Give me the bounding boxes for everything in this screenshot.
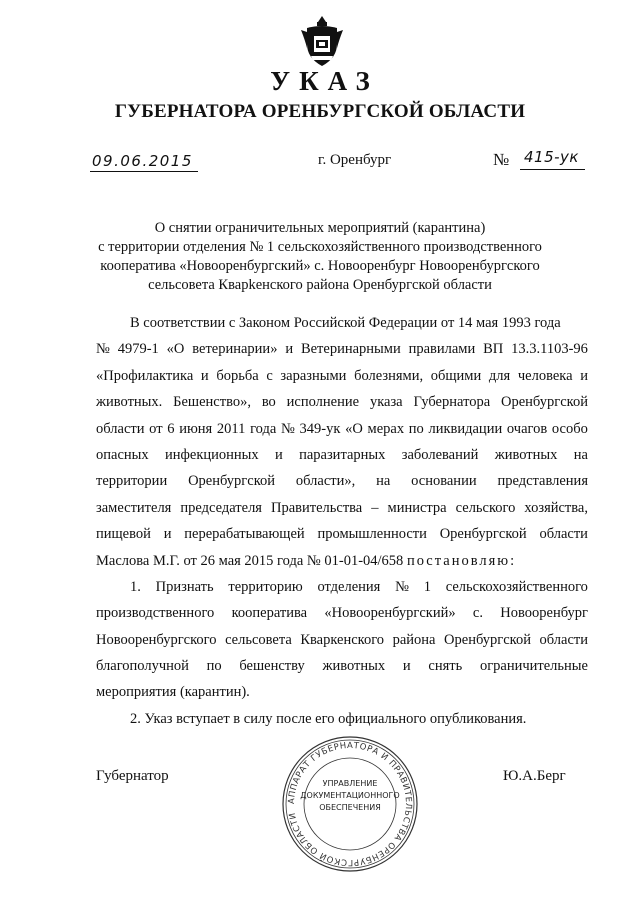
decree-word: постановляю: — [406, 552, 517, 569]
document-date: 09.06.2015 — [92, 152, 193, 170]
body-line: области от 6 июня 2011 года № 349-ук «О мерах по ликвидации очагов особо — [96, 420, 588, 437]
title-line: сельсовета Кварkенского района Оренбургской области — [148, 277, 492, 293]
body-line: заместителя председателя Правительства – министра сельского хозяйства, — [96, 499, 588, 516]
body-line: животных. Бешенство», во исполнение указа Губернатора Оренбургской — [96, 394, 588, 411]
body-line: территории Оренбургской области», на основании представления — [96, 473, 588, 490]
stamp-center-line: УПРАВЛЕНИЕ — [322, 779, 378, 788]
document-type-heading: УКАЗ — [270, 66, 379, 96]
document-number: 415-ук — [524, 148, 579, 166]
stamp-center-line: ОБЕСПЕЧЕНИЯ — [319, 803, 381, 812]
date-underline — [90, 171, 198, 172]
clause-1-line: Новооренбургского сельсовета Кваркенского района Оренбургской области — [96, 631, 588, 648]
clause-2: 2. Указ вступает в силу после его официального опубликования. — [130, 710, 527, 727]
title-line: кооператива «Новооренбургский» с. Новооренбург Новооренбургского — [100, 258, 540, 274]
document-city: г. Оренбург — [318, 152, 392, 168]
body-line: В соответствии с Законом Российской Федерации от 14 мая 1993 года — [130, 315, 561, 331]
coat-of-arms-emblem — [297, 14, 347, 68]
stamp-center-line: ДОКУМЕНТАЦИОННОГО — [300, 791, 400, 800]
body-line: «Профилактика и борьба с заразными болезнями, общими для человека и — [96, 367, 588, 384]
title-line: с территории отделения № 1 сельскохозяйственного производственного — [98, 239, 542, 255]
number-sign: № — [493, 150, 510, 169]
body-line: пищевой и перерабатывающей промышленности Оренбургской области — [96, 526, 588, 543]
stamp-ring-text: АППАРАТ ГУБЕРНАТОРА И ПРАВИТЕЛЬСТВА ОРЕНБУРГСКОЙ ОБЛАСТИ — [286, 740, 414, 868]
body-line: № 4979-1 «О ветеринарии» и Ветеринарными правилами ВП 13.3.1103-96 — [96, 341, 588, 358]
number-underline — [520, 169, 585, 170]
signatory-title: Губернатор — [96, 768, 169, 784]
document-title — [70, 219, 570, 295]
clause-1-line: благополучной по бешенству животных и снять ограничительные — [96, 658, 588, 675]
clause-1-line: 1. Признать территорию отделения № 1 сельскохозяйственного — [130, 578, 588, 595]
title-line: О снятии ограничительных мероприятий (карантина) — [154, 220, 486, 236]
body-line: опасных инфекционных и паразитарных заболеваний животных на — [96, 446, 588, 463]
document-body — [96, 313, 588, 735]
clause-1-line: производственного кооператива «Новооренбургский» с. Новооренбург — [96, 605, 588, 622]
stamp-center-text — [281, 778, 419, 814]
clause-1-line: мероприятия (карантин). — [96, 684, 250, 701]
body-line-decree — [96, 551, 588, 577]
signatory-name: Ю.А.Берг — [503, 768, 566, 784]
body-line-text: Маслова М.Г. от 26 мая 2015 года № 01-01-04/658 — [96, 552, 404, 569]
document-issuer-heading: ГУБЕРНАТОРА ОРЕНБУРГСКОЙ ОБЛАСТИ — [114, 101, 526, 122]
